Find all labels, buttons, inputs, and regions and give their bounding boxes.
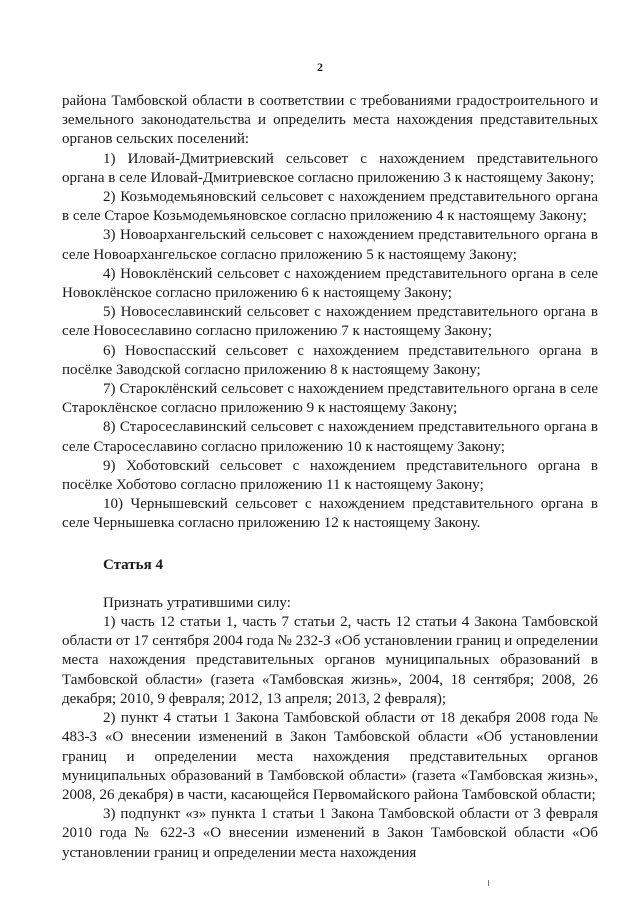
list-item: 10) Чернышевский сельсовет с нахождением представительного органа в селе Чернышевка согласно приложению 12 к настоящему Закону. [62,496,598,532]
article-heading: Статья 4 [103,556,163,573]
document-body [62,92,598,863]
list-item: 9) Хоботовский сельсовет с нахождением представительного органа в посёлке Хоботово согласно приложению 11 к настоящему Закону; [62,457,598,494]
list-item: 6) Новоспасский сельсовет с нахождением представительного органа в посёлке Заводской согласно приложению 8 к настоящему Закону; [62,342,598,378]
list-item: 5) Новосеславинский сельсовет с нахождением представительного органа в селе Новосеславино согласно приложению 7 к настоящему Закону; [62,304,598,340]
list-item: 8) Старосеславинский сельсовет с нахождением представительного органа в селе Старосеславино согласно приложению 10 к настоящему Закону; [62,419,598,455]
list-item: 7) Староклёнский сельсовет с нахождением представительного органа в селе Староклёнское согласно приложению 9 к настоящему Закону; [62,381,598,417]
list-item: 2) пункт 4 статьи 1 Закона Тамбовской области от 18 декабря 2008 года № 483-З «О внесении изменений в Закон Тамбовской области «Об установлении границ и определении места нахождения представительных органов муниципальных образований в Тамбовской области» (газета «Тамбовская жизнь», 2008, 26 декабря) в части, касающейся Первомайского района Тамбовской области; [62,710,598,803]
article-lead: Признать утратившими силу: [103,594,291,611]
list-item: 4) Новоклёнский сельсовет с нахождением представительного органа в селе Новоклёнское согласно приложению 6 к настоящему Закону; [62,265,598,302]
list-item: 2) Козьмодемьяновский сельсовет с нахождением представительного органа в селе Старое Козьмодемьяновское согласно приложению 4 к настоящему Закону; [62,189,598,225]
scan-mark [488,880,489,886]
list-item: 1) часть 12 статьи 1, часть 7 статьи 2, часть 12 статьи 4 Закона Тамбовской области от 17 сентября 2004 года № 232-З «Об установлении границ и определении места нахождения представительных органов муниципальных образований в Тамбовской области» (газета «Тамбовская жизнь», 2004, 18 сентября; 2008, 26 декабря; 2010, 9 февраля; 2012, 13 апреля; 2013, 2 февраля); [62,614,598,707]
list-item: 3) Новоархангельский сельсовет с нахождением представительного органа в селе Новоархангельское согласно приложению 5 к настоящему Закону; [62,227,598,263]
page-number: 2 [317,60,323,74]
intro-paragraph: района Тамбовской области в соответствии с требованиями градостроительного и земельного законодательства и определить места нахождения представительных органов сельских поселений: [62,93,598,148]
list-item: 3) подпункт «з» пункта 1 статьи 1 Закона Тамбовской области от 3 февраля 2010 года № 622-З «О внесении изменений в Закон Тамбовской области «Об установлении границ и определении места нахождения [62,806,598,861]
list-item: 1) Иловай-Дмитриевский сельсовет с нахождением представительного органа в селе Иловай-Дмитриевское согласно приложению 3 к настоящему Закону; [62,150,598,186]
